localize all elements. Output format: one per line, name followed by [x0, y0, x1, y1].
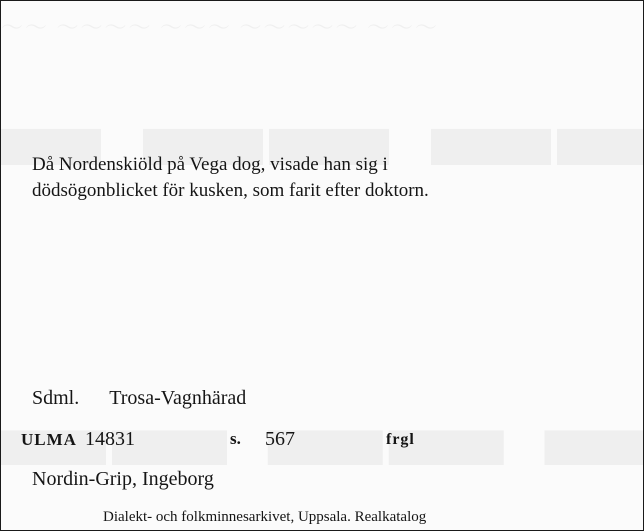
story-line-1: Då Nordenskiöld på Vega dog, visade han sig i	[32, 154, 388, 175]
catalog-reference-row	[21, 428, 415, 451]
location-line	[32, 387, 246, 410]
archive-code: ULMA	[21, 430, 77, 449]
story-text	[32, 152, 592, 204]
archive-footer: Dialekt- och folkminnesarkivet, Uppsala. Realkatalog	[103, 509, 427, 525]
province: Sdml.	[32, 387, 80, 409]
page-label: s.	[230, 429, 241, 448]
parish: Trosa-Vagnhärad	[109, 387, 247, 409]
story-line-2: dödsögonblicket för kusken, som farit efter doktorn.	[32, 180, 429, 201]
genre-code: frgl	[386, 431, 415, 448]
page-number: 567	[265, 428, 295, 450]
bleed-through-text	[1, 11, 439, 42]
accession-number: 14831	[84, 428, 135, 450]
informant-name: Nordin-Grip, Ingeborg	[32, 468, 214, 490]
